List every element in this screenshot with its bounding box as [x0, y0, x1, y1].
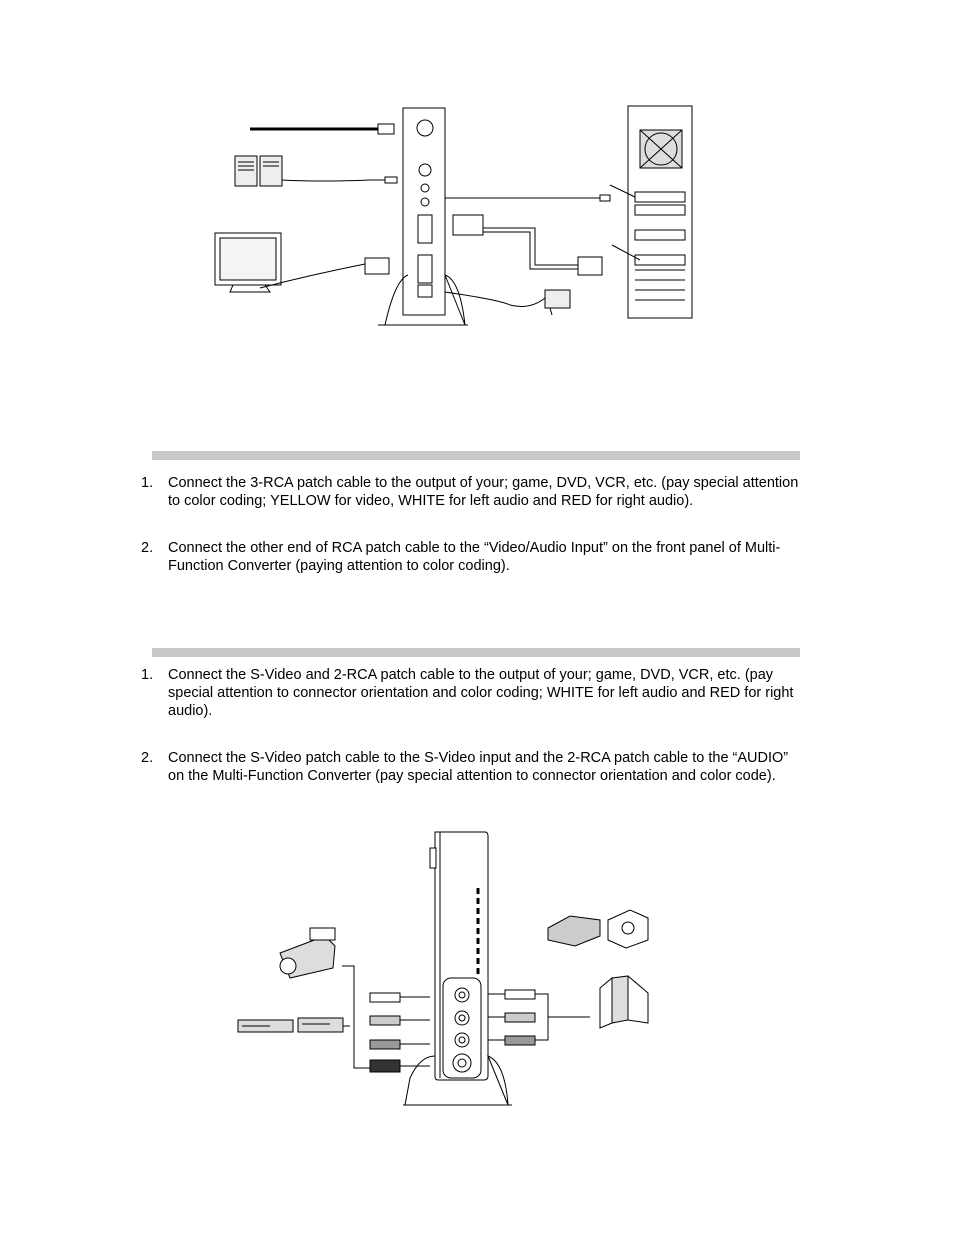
- section-divider-composite: [152, 451, 800, 460]
- step-number: 2.: [141, 540, 154, 556]
- step-number: 2.: [141, 750, 154, 766]
- section-divider-svideo: [152, 648, 800, 657]
- game-console-icon: [548, 910, 648, 948]
- step-text: Connect the other end of RCA patch cable to the “Video/Audio Input” on the front panel of Multi-Function Converter (paying attention to color coding).: [168, 540, 781, 574]
- monitor-icon: [215, 233, 389, 292]
- coax-connector: [378, 124, 394, 134]
- camcorder-icon: [280, 928, 335, 978]
- step-number: 1.: [141, 667, 154, 683]
- step-text: Connect the S-Video and 2-RCA patch cable to the output of your; game, DVD, VCR, etc. (pay special attention to connector orientation and color coding; WHITE for left audio and RED for right audio).: [168, 667, 794, 719]
- pc-connection-diagram: [200, 100, 700, 332]
- speakers-icon: [235, 156, 397, 186]
- av-connection-diagram: [230, 828, 660, 1108]
- step-text: Connect the 3-RCA patch cable to the output of your; game, DVD, VCR, etc. (pay special attention to color coding; YELLOW for video, WHITE for left audio and RED for right audio).: [168, 475, 799, 509]
- pc-tower-icon: [610, 106, 692, 318]
- converter-unit-front: [403, 832, 512, 1105]
- step-number: 1.: [141, 475, 154, 491]
- dvd-cases-icon: [600, 976, 648, 1028]
- vcr-dvd-icon: [238, 1018, 343, 1032]
- step-text: Connect the S-Video patch cable to the S-Video input and the 2-RCA patch cable to the “AUDIO” on the Multi-Function Converter (pay special attention to connector orientation and color code).: [168, 750, 789, 784]
